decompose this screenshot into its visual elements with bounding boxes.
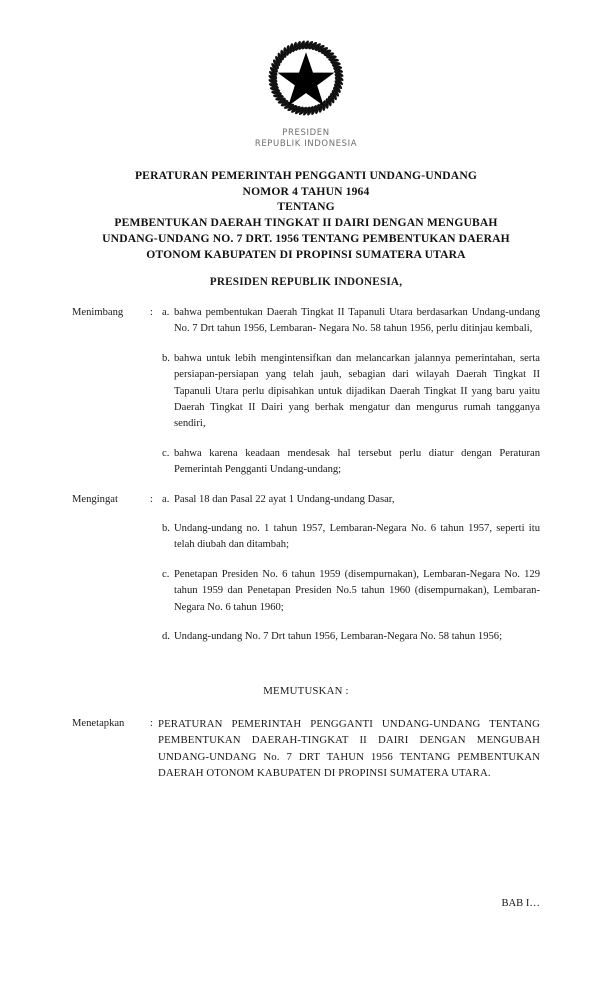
spacer [0, 616, 612, 629]
enactment-text: PERATURAN PEMERINTAH PENGGANTI UNDANG-UNDANG TENTANG PEMBENTUKAN DAERAH-TINGKAT II DAIRI DENGAN MENGUBAH UNDANG-UNDANG No. 7 DRT TAHUN 1956 TENTANG PEMBENTUKAN DAERAH OTONOM KABUPATEN DI PROPINSI SUMATERA UTARA. [158, 718, 540, 780]
considerations-item-b [0, 351, 612, 433]
clause-text: Undang-undang no. 1 tahun 1957, Lembaran-Negara No. 6 tahun 1957, seperti itu telah diubah dan ditambah; [174, 523, 540, 551]
spacer [0, 554, 612, 567]
title-line-1: PERATURAN PEMERINTAH PENGGANTI UNDANG-UNDANG [134, 169, 478, 182]
legal-basis-item-a [0, 492, 612, 508]
clause-text: Penetapan Presiden No. 6 tahun 1959 (disempurnakan), Lembaran-Negara No. 129 tahun 1959 dan Penetapan Presiden No.5 tahun 1960 (disempurnakan), Lembaran-Negara No. 6 tahun 1960; [174, 568, 540, 613]
clauses-section [0, 305, 612, 646]
title-line-2: NOMOR 4 TAHUN 1964 [242, 184, 370, 198]
decide-heading: MEMUTUSKAN : [263, 685, 349, 697]
emblem-caption-line2: REPUBLIK INDONESIA [254, 139, 358, 149]
considerations-colon: : [150, 307, 153, 318]
legal-basis-item-b [0, 521, 612, 554]
list-marker: c. [162, 568, 170, 580]
spacer [0, 479, 612, 492]
enactment-colon: : [150, 718, 153, 729]
document-masthead [0, 32, 612, 150]
document-title [46, 168, 566, 262]
spacer [0, 338, 612, 351]
clause-text: Undang-undang No. 7 Drt tahun 1956, Lembaran-Negara No. 58 tahun 1956; [174, 631, 503, 643]
list-marker: a. [162, 493, 170, 505]
legal-basis-item-c [0, 567, 612, 616]
title-line-6: OTONOM KABUPATEN DI PROPINSI SUMATERA UTARA [146, 247, 466, 261]
legal-basis-item-d [0, 629, 612, 645]
list-marker: b. [162, 523, 170, 535]
clause-text: Pasal 18 dan Pasal 22 ayat 1 Undang-undang Dasar, [174, 493, 395, 505]
considerations-item-a [0, 305, 612, 338]
clause-text: bahwa pembentukan Daerah Tingkat II Tapanuli Utara berdasarkan Undang-undang No. 7 Drt tahun 1956, Lembaran- Negara No. 58 tahun 1956, perlu ditinjau kembali, [174, 307, 540, 335]
legal-basis-colon: : [150, 493, 153, 505]
legal-basis-label: Mengingat [72, 493, 118, 505]
title-line-4: PEMBENTUKAN DAERAH TINGKAT II DAIRI DENGAN MENGUBAH [114, 216, 498, 230]
list-marker: d. [162, 631, 170, 643]
spacer [0, 433, 612, 446]
clause-text: bahwa karena keadaan mendesak hal tersebut perlu diatur dengan Peraturan Pemerintah Pengganti Undang-undang; [174, 447, 540, 476]
spacer [0, 508, 612, 521]
list-marker: a. [162, 307, 170, 318]
title-line-5: UNDANG-UNDANG NO. 7 DRT. 1956 TENTANG PEMBENTUKAN DAERAH [102, 231, 510, 245]
page-footer-continuation: BAB I… [501, 898, 540, 909]
authority-heading: PRESIDEN REPUBLIK INDONESIA, [209, 276, 403, 288]
clause-text: bahwa untuk lebih mengintensifkan dan melancarkan jalannya pemerintahan, serta persiapan-persiapan yang telah jauh, sebagian dari wilayah Daerah Tingkat II Tapanuli Utara perlu dipisahkan untuk dijadikan Daerah Tingkat II yang baru yaitu Daerah Tingkat II Dairi yang berhak mengatur dan mengurus rumah tangganya sendiri, [174, 352, 540, 430]
indonesia-presidential-seal-icon [260, 32, 352, 124]
enactment-label: Menetapkan [72, 718, 125, 729]
considerations-item-c [0, 446, 612, 479]
considerations-label: Menimbang [72, 307, 124, 318]
emblem-caption-line1: PRESIDEN [282, 128, 330, 138]
list-marker: b. [162, 352, 170, 364]
enactment-section [0, 716, 612, 782]
emblem-caption [0, 128, 612, 150]
list-marker: c. [162, 447, 170, 459]
title-line-3: TENTANG [277, 200, 335, 214]
